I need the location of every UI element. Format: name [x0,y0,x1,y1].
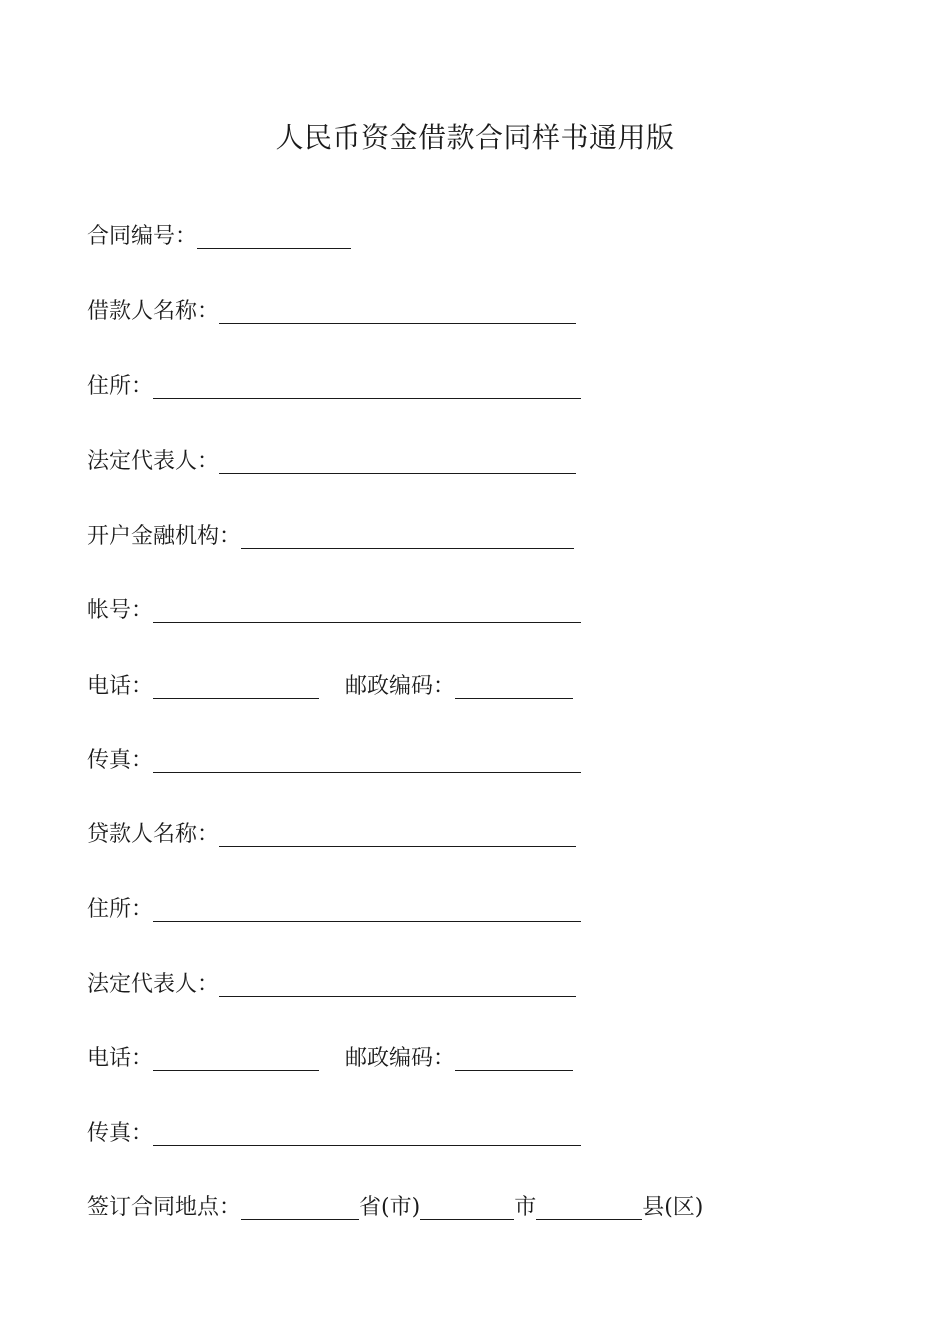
field-lender-fax [87,1115,581,1149]
borrower-address-blank[interactable] [153,372,581,399]
field-account [87,592,581,626]
field-borrower-address [87,368,581,402]
lender-postcode-blank[interactable] [455,1044,573,1071]
account-blank[interactable] [153,596,581,623]
lender-fax-blank[interactable] [153,1119,581,1146]
field-label: 住所： [87,897,154,922]
field-label: 邮政编码： [345,674,456,699]
field-bank [87,518,574,552]
field-lender-name [87,816,576,850]
borrower-name-blank[interactable] [219,297,576,324]
field-contract-no [87,218,351,252]
borrower-postcode-blank[interactable] [455,672,573,699]
field-borrower-name [87,293,576,327]
field-label: 住所： [87,374,154,399]
field-label: 贷款人名称： [87,822,220,847]
field-label: 签订合同地点： [87,1195,242,1220]
page-title: 人民币资金借款合同样书通用版 [275,121,675,154]
field-borrower-legal-rep [87,443,576,477]
signing-province-blank[interactable] [241,1193,359,1220]
lender-name-blank[interactable] [219,820,576,847]
field-lender-legal-rep [87,966,576,1000]
field-label: 邮政编码： [345,1046,456,1071]
borrower-phone-blank[interactable] [153,672,319,699]
field-label: 电话： [87,674,154,699]
field-lender-phone-postcode [87,1040,573,1074]
field-label: 传真： [87,748,154,773]
field-borrower-fax [87,742,581,776]
province-suffix: 省(市) [359,1195,421,1220]
field-label: 电话： [87,1046,154,1071]
lender-phone-blank[interactable] [153,1044,319,1071]
field-label: 借款人名称： [87,299,220,324]
field-label: 传真： [87,1121,154,1146]
field-label: 开户金融机构： [87,524,242,549]
city-suffix: 市 [514,1195,537,1220]
field-label: 法定代表人： [87,449,220,474]
borrower-fax-blank[interactable] [153,746,581,773]
field-label: 帐号： [87,598,154,623]
field-lender-address [87,891,581,925]
signing-city-blank[interactable] [420,1193,514,1220]
field-label: 法定代表人： [87,972,220,997]
lender-legal-rep-blank[interactable] [219,970,576,997]
signing-county-blank[interactable] [536,1193,642,1220]
field-borrower-phone-postcode [87,668,573,702]
borrower-legal-rep-blank[interactable] [219,447,576,474]
bank-blank[interactable] [241,522,574,549]
county-suffix: 县(区) [642,1195,704,1220]
contract-no-blank[interactable] [197,222,351,249]
lender-address-blank[interactable] [153,895,581,922]
field-signing-place [87,1189,703,1223]
field-label: 合同编号： [87,224,198,249]
